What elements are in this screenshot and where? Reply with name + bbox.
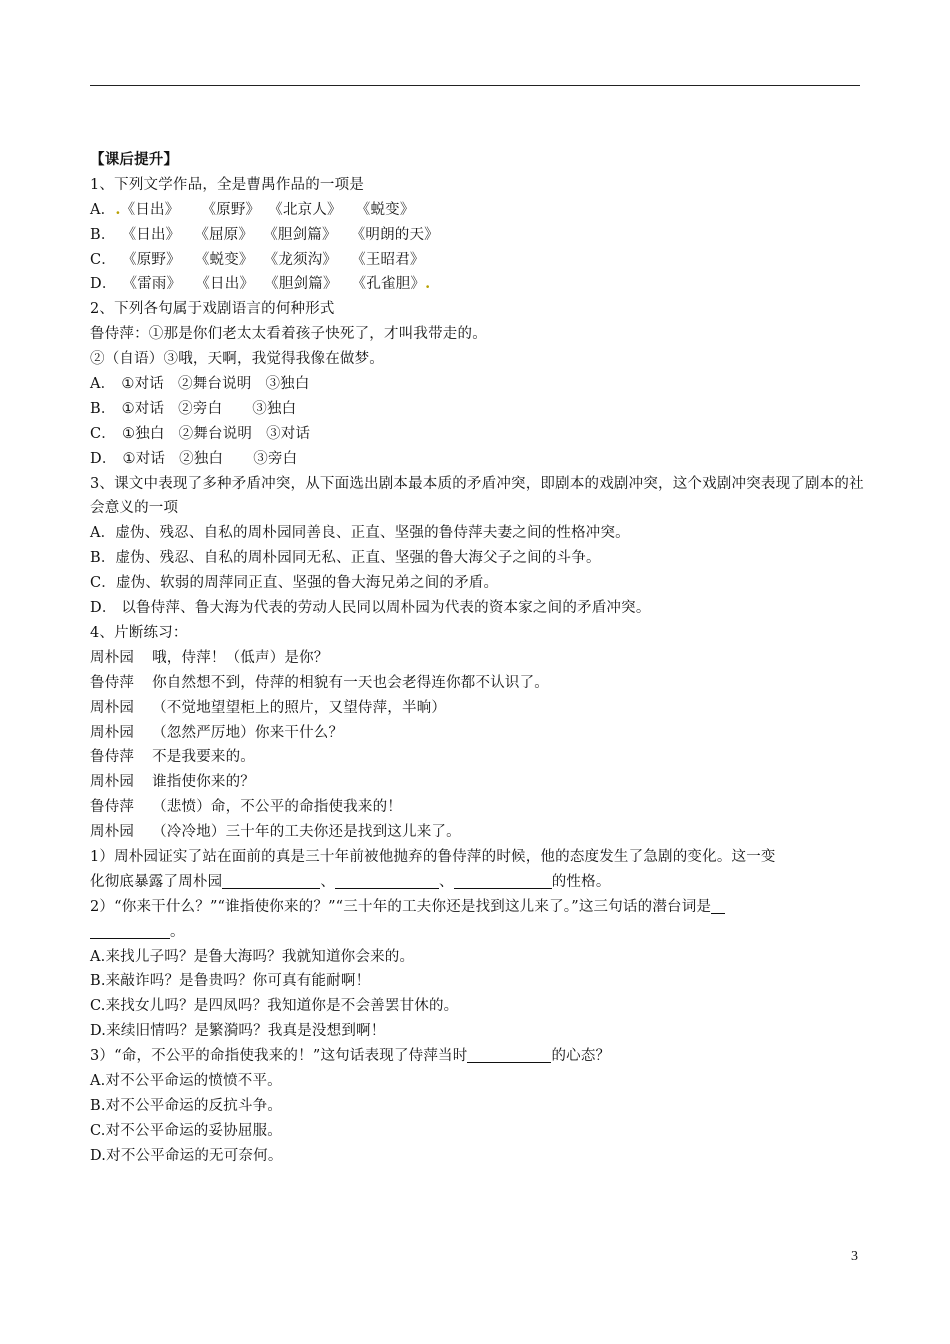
page-number: 3 — [851, 1249, 858, 1264]
dialogue-line: 周朴园 （不觉地望望柜上的照片，又望侍萍，半晌） — [90, 699, 447, 716]
q1-option-a: A．.《日出》 《原野》 《北京人》 《蜕变》 — [90, 200, 415, 218]
speaker: 周朴园 — [90, 699, 135, 716]
q1-stem: 1、下列文学作品，全是曹禺作品的一项是 — [90, 176, 365, 193]
q4-sub1-line1: 1）周朴园证实了站在面前的真是三十年前被他抛弃的鲁侍萍的时候，他的态度发生了急剧的变化。这一变 — [90, 848, 776, 865]
q4-sub2-option-d: D.来续旧情吗？是繁漪吗？我真是没想到啊！ — [90, 1023, 386, 1040]
speaker: 鲁侍萍 — [90, 674, 135, 691]
q1-option-c: C． 《原野》 《蜕变》 《龙须沟》 《王昭君》 — [90, 251, 425, 268]
answer-blank-2[interactable] — [335, 872, 439, 889]
speaker: 周朴园 — [90, 824, 135, 841]
header-rule — [90, 85, 860, 86]
worksheet-body — [90, 148, 865, 1169]
speaker: 周朴园 — [90, 724, 135, 741]
q1-option-d: D． 《雷雨》 《日出》 《胆剑篇》 《孔雀胆》. — [90, 275, 431, 293]
answer-blank-1[interactable] — [222, 872, 320, 889]
speaker: 周朴园 — [90, 774, 135, 791]
answer-blank-5[interactable] — [467, 1046, 551, 1063]
answer-blank-3[interactable] — [454, 872, 552, 889]
dialogue-line: 周朴园 （忽然严厉地）你来干什么？ — [90, 724, 344, 741]
q3-option-d: D． 以鲁侍萍、鲁大海为代表的劳动人民同以周朴园为代表的资本家之间的矛盾冲突。 — [90, 600, 651, 617]
q4-sub1-line2: 化彻底暴露了周朴园 、 、 的性格。 — [90, 873, 611, 890]
q2-stem: 2、下列各句属于戏剧语言的何种形式 — [90, 301, 335, 318]
q4-sub3-option-d: D.对不公平命运的无可奈何。 — [90, 1147, 283, 1164]
q4-sub2-line1: 2）“你来干什么？”“谁指使你来的？”“三十年的工夫你还是找到这儿来了。”这三句话的潜台词是 — [90, 895, 865, 920]
q2-option-d: D． ①对话 ②独白 ③旁白 — [90, 450, 298, 467]
q2-option-b: B． ①对话 ②旁白 ③独白 — [90, 400, 297, 417]
q2-option-c: C． ①独白 ②舞台说明 ③对话 — [90, 425, 311, 442]
q4-sub2-option-a: A.来找儿子吗？是鲁大海吗？我就知道你会来的。 — [90, 948, 415, 965]
q3-option-c: C．虚伪、软弱的周萍同正直、坚强的鲁大海兄弟之间的矛盾。 — [90, 575, 499, 592]
section-title: 【课后提升】 — [90, 151, 179, 168]
q3-option-a: A．虚伪、残忍、自私的周朴园同善良、正直、坚强的鲁侍萍夫妻之间的性格冲突。 — [90, 525, 630, 542]
answer-blank-4-cont[interactable] — [90, 922, 170, 939]
dialogue-line: 周朴园 （冷冷地）三十年的工夫你还是找到这儿来了。 — [90, 824, 461, 841]
dialogue-line: 鲁侍萍 你自然想不到，侍萍的相貌有一天也会老得连你都不认识了。 — [90, 674, 550, 691]
q4-sub2-option-b: B.来敲诈吗？是鲁贵吗？你可真有能耐啊！ — [90, 973, 371, 990]
q1-option-b: B． 《日出》 《屈原》 《胆剑篇》 《明朗的天》 — [90, 226, 439, 243]
dialogue-line: 鲁侍萍 （悲愤）命，不公平的命指使我来的！ — [90, 799, 403, 816]
dialogue-line: 周朴园 谁指使你来的？ — [90, 774, 256, 791]
q2-text-2: ②（自语）③哦，天啊，我觉得我像在做梦。 — [90, 351, 384, 368]
q3-stem: 3、课文中表现了多种矛盾冲突，从下面选出剧本最本质的矛盾冲突，即剧本的戏剧冲突，这个戏剧冲突表现了剧本的社会意义的一项 — [90, 475, 864, 517]
speaker: 鲁侍萍 — [90, 749, 135, 766]
q4-sub2-line2: 。 — [90, 920, 865, 945]
q2-text-1: 鲁侍萍：①那是你们老太太看着孩子快死了，才叫我带走的。 — [90, 326, 487, 343]
speaker: 鲁侍萍 — [90, 799, 135, 816]
q3-option-b: B．虚伪、残忍、自私的周朴园同无私、正直、坚强的鲁大海父子之间的斗争。 — [90, 550, 601, 567]
q4-sub3-stem: 3）“命，不公平的命指使我来的！”这句话表现了侍萍当时 的心态？ — [90, 1048, 611, 1065]
q4-sub3-option-c: C.对不公平命运的妥协屈服。 — [90, 1122, 282, 1139]
q2-option-a: A． ①对话 ②舞台说明 ③独白 — [90, 376, 310, 393]
dialogue-line: 鲁侍萍 不是我要来的。 — [90, 749, 256, 766]
q4-sub3-option-a: A.对不公平命运的愤愤不平。 — [90, 1072, 282, 1089]
speaker: 周朴园 — [90, 649, 135, 666]
q4-sub2-option-c: C.来找女儿吗？是四凤吗？我知道你是不会善罢甘休的。 — [90, 998, 459, 1015]
answer-blank-4[interactable] — [711, 897, 725, 914]
dialogue-line: 周朴园 哦，侍萍！（低声）是你？ — [90, 649, 329, 666]
q4-sub3-option-b: B.对不公平命运的反抗斗争。 — [90, 1097, 283, 1114]
q4-stem: 4、片断练习： — [90, 624, 188, 641]
